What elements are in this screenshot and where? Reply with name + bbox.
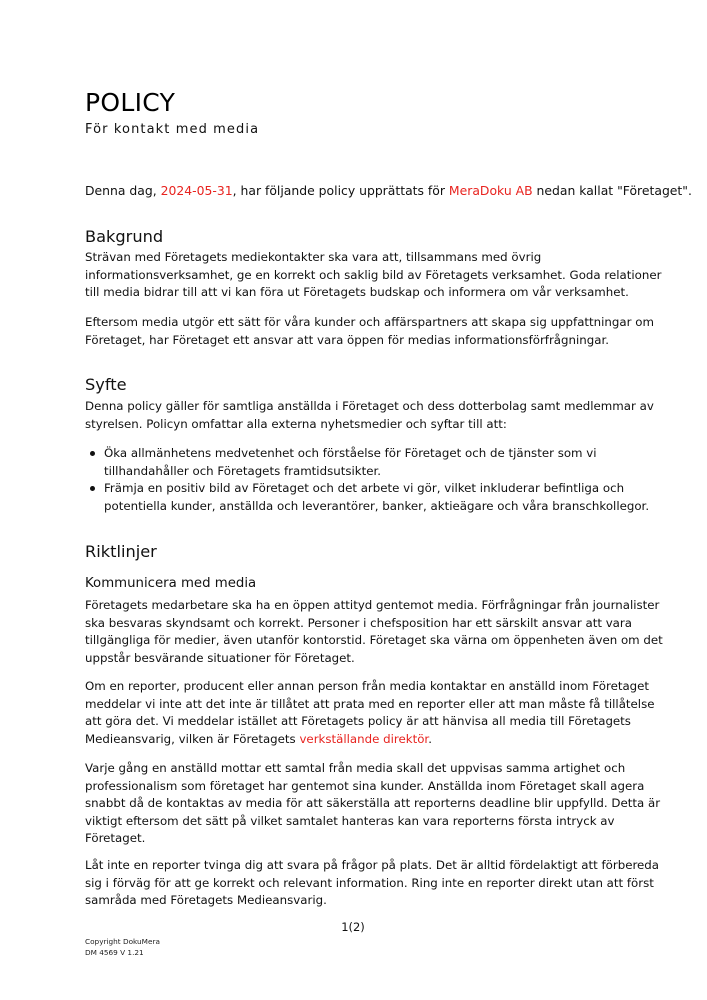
paragraph-line: till media bidrar till att vi kan föra ut Företagets budskap och informera om vår verksamhet. xyxy=(85,285,629,300)
page-number: 1(2) xyxy=(341,920,365,934)
bullet-icon xyxy=(90,451,95,456)
paragraph-line: Företagets medarbetare ska ha en öppen attityd gentemot media. Förfrågningar från journalister xyxy=(85,598,660,612)
paragraph-line: styrelsen. Policyn omfattar alla externa nyhetsmedier och syftar till att: xyxy=(85,416,507,431)
heading-syfte: Syfte xyxy=(85,375,127,394)
riktlinjer-paragraph-1 xyxy=(85,597,663,667)
bakgrund-paragraph-1 xyxy=(85,249,662,302)
bakgrund-paragraph-2 xyxy=(85,314,654,349)
page-title: POLICY xyxy=(85,88,176,117)
paragraph-line: viktigt eftersom det sätt på vilket samtalet hanteras kan vara reporterns första intryck av xyxy=(85,813,615,828)
company-name: MeraDoku AB xyxy=(448,183,533,198)
intro-middle: , har följande policy upprättats för xyxy=(232,183,449,198)
paragraph-line: meddelar vi inte att det inte är tillåtet att prata med en reporter eller att man måste få tillåtelse xyxy=(85,696,655,711)
paragraph-line: Varje gång en anställd mottar ett samtal från media skall det uppvisas samma artighet och xyxy=(85,761,626,775)
riktlinjer-paragraph-3 xyxy=(85,760,661,848)
subheading-kommunicera: Kommunicera med media xyxy=(85,576,257,591)
paragraph-line: Denna policy gäller för samtliga anställda i Företaget och dess dotterbolag samt medlemmar av xyxy=(85,399,654,413)
bullet-line: Främja en positiv bild av Företaget och det arbete vi gör, vilket inkluderar befintliga och xyxy=(104,481,625,496)
intro-prefix: Denna dag, xyxy=(85,183,161,198)
bullet-item xyxy=(85,445,645,480)
paragraph-line: Låt inte en reporter tvinga dig att svara på frågor på plats. Det är alltid fördelaktigt att förbereda xyxy=(85,858,660,872)
syfte-bullet-list xyxy=(85,445,650,515)
footer-copyright: Copyright DokuMera xyxy=(85,937,160,946)
paragraph-line: Strävan med Företagets mediekontakter ska vara att, tillsammans med övrig xyxy=(85,250,542,264)
bullet-line: tillhandahåller och Företagets framtidsutsikter. xyxy=(104,463,381,478)
page-subtitle: För kontakt med media xyxy=(85,122,260,137)
riktlinjer-paragraph-4 xyxy=(85,857,660,910)
intro-paragraph xyxy=(85,181,692,200)
paragraph-line: professionalism som företaget har gentemot sina kunder. Anställda inom Företaget skall agera xyxy=(85,778,645,793)
paragraph-line: tillgängliga för medier, även utanför kontorstid. Företaget ska värna om öppenheten även om det xyxy=(85,633,663,648)
highlight-role: verkställande direktör xyxy=(299,731,429,746)
bullet-icon xyxy=(90,486,95,491)
paragraph-line: Om en reporter, producent eller annan person från media kontaktar en anställd inom Företaget xyxy=(85,679,650,693)
line-suffix: . xyxy=(428,731,432,746)
paragraph-line: sig i förväg för att ge korrekt och relevant information. Ring inte en reporter direkt utan att först xyxy=(85,875,654,890)
paragraph-line xyxy=(85,731,645,749)
paragraph-line: samråda med Företagets Medieansvarig. xyxy=(85,893,327,908)
paragraph-line: uppstår besvärande situationer för Företaget. xyxy=(85,650,355,665)
bullet-line: Öka allmänhetens medvetenhet och förståelse för Företaget och de tjänster som vi xyxy=(104,446,597,460)
footer xyxy=(85,936,160,958)
paragraph-line: att göra det. Vi meddelar istället att Företagets policy är att hänvisa all media till Företagets xyxy=(85,714,631,729)
intro-suffix: nedan kallat "Företaget". xyxy=(532,183,692,198)
heading-riktlinjer: Riktlinjer xyxy=(85,542,157,561)
bullet-item xyxy=(85,480,650,515)
paragraph-line: Företaget, har Företaget ett ansvar att vara öppen för medias informationsförfrågningar. xyxy=(85,332,609,347)
footer-doc-id: DM 4569 V 1.21 xyxy=(85,948,144,957)
heading-bakgrund: Bakgrund xyxy=(85,227,164,246)
paragraph-line: Företaget. xyxy=(85,831,146,846)
bullet-line: potentiella kunder, anställda och leverantörer, banker, aktieägare och våra branschkollegor. xyxy=(104,498,650,513)
paragraph-line: informationsverksamhet, ge en korrekt och saklig bild av Företagets verksamhet. Goda relationer xyxy=(85,267,662,282)
paragraph-line: Eftersom media utgör ett sätt för våra kunder och affärspartners att skapa sig uppfattningar om xyxy=(85,315,654,329)
line-prefix: Medieansvarig, vilken är Företagets xyxy=(85,731,300,746)
paragraph-line: ska besvaras skyndsamt och korrekt. Personer i chefsposition har ett särskilt ansvar att vara xyxy=(85,615,632,630)
syfte-paragraph-1 xyxy=(85,398,654,433)
paragraph-line: snabbt då de kontaktas av media för att säkerställa att reporterns deadline blir uppfylld. Detta är xyxy=(85,796,661,811)
riktlinjer-paragraph-2 xyxy=(85,678,655,748)
policy-date: 2024-05-31 xyxy=(160,183,233,198)
